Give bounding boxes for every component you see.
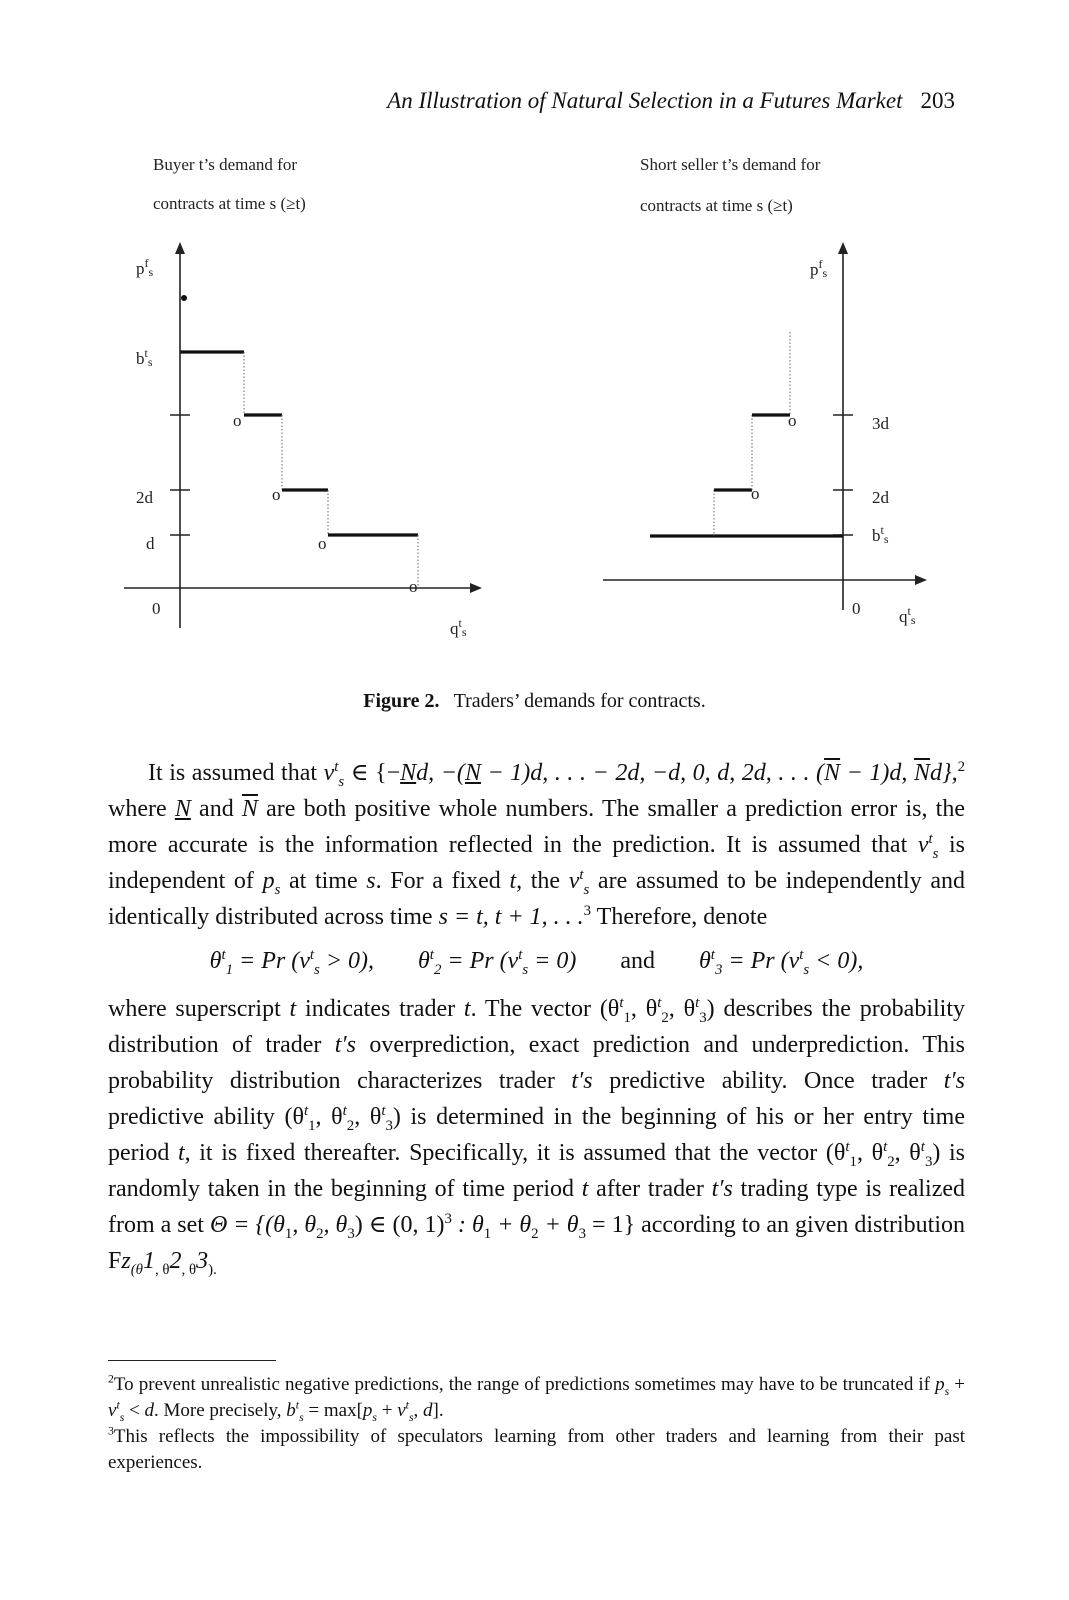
left-y-arrow: [175, 242, 185, 254]
page-number: 203: [920, 88, 955, 113]
footnote-3: $^3$This reflects the impossibility of speculators learning from other traders and learning from their past experiences.: [108, 1424, 965, 1473]
right-x-axis-label: $q^t_s$: [899, 604, 916, 627]
left-panel-title-line2: contracts at time s (≥t): [153, 194, 306, 213]
body-text: [108, 755, 965, 1279]
figure-caption: [0, 690, 1069, 713]
left-top-dot: [181, 295, 187, 301]
left-x-axis-label: $q^t_s$: [450, 616, 467, 639]
paragraph-2: where superscript t indicates trader t. The vector ($\theta^t_1$, $\theta^t_2$, $\theta^t_3$) describes the probability distribution of trader t′s overprediction, exact prediction and underprediction. This probability distribution characterizes trader t′s predictive ability. Once trader t′s predictive ability ($\theta^t_1$, $\theta^t_2$, $\theta^t_3$) is determined in the beginning of his or her entry time period t, it is fixed thereafter. Specifically, it is assumed that the vector ($\theta^t_1$, $\theta^t_2$, $\theta^t_3$) is randomly taken in the beginning of time period t after trader t′s trading type is realized from a set $\Theta = \{(\theta_1$, $\theta_2$, $\theta_3$) ∈ (0, 1)$^3$ : $\theta_1 + \theta_2 + \theta_3 = 1$} according to an given distribution $Fz_{(\theta}1_{, \theta}2_{, \theta}3_{).}$: [108, 995, 966, 1278]
running-head-title: An Illustration of Natural Selection in a Futures Market: [387, 88, 903, 113]
figure-2: [0, 0, 1069, 680]
left-b-label: $b^t_s$: [136, 346, 153, 369]
right-2d-label: 2d: [872, 488, 889, 507]
right-origin-label: 0: [852, 599, 861, 618]
equation-theta: $\theta^t_1 = Pr$ $(v^t_s > 0)$, $\theta^t_2 = Pr$ $(v^t_s = 0)$ and $\theta^t_3 = Pr$ $(v^t_s < 0)$,: [209, 947, 864, 978]
left-open-marker-3: o: [318, 534, 327, 553]
footnote-2: $^2$To prevent unrealistic negative predictions, the range of predictions sometimes may have to be truncated if $p_s + v^t_s < d$. More precisely, $b^t_s = \max[p_s + v^t_s$, d].: [108, 1372, 965, 1424]
right-3d-label: 3d: [872, 414, 889, 433]
footnotes: [108, 1372, 965, 1476]
paragraph-1: It is assumed that $v^t_s$ ∈ {−Nd, −(N − 1)d, . . . − 2d, −d, 0, d, 2d, . . . $(\overline{N} - 1)d$, $\overline{N}d\},^2$ where N and $\overline{N}$ are both positive whole numbers. The smaller a prediction error is, the more accurate is the information reflected in the prediction. It is assumed that $v^t_s$ is independent of $p_s$ at time s. For a fixed t, the $v^t_s$ are assumed to be independently and identically distributed across time s = t, t + 1, . . .$^3$ Therefore, denote: [108, 759, 966, 930]
left-open-marker-1: o: [233, 411, 242, 430]
right-open-marker-2: o: [788, 411, 797, 430]
left-open-marker-4: o: [409, 577, 418, 596]
caption-text: Traders’ demands for contracts.: [453, 690, 706, 712]
left-2d-label: 2d: [136, 488, 153, 507]
footnote-rule: [108, 1360, 276, 1361]
left-origin-label: 0: [152, 599, 161, 618]
right-y-axis-label: $p^f_s$: [810, 257, 828, 280]
right-y-arrow: [838, 242, 848, 254]
right-demand-chart: [603, 242, 927, 627]
caption-label: Figure 2.: [363, 690, 440, 712]
left-open-marker-2: o: [272, 485, 281, 504]
left-d-label: d: [146, 534, 155, 553]
left-demand-chart: [124, 242, 482, 639]
left-x-arrow: [470, 583, 482, 593]
right-b-label: $b^t_s$: [872, 523, 889, 546]
right-panel-title-line1: Short seller t’s demand for: [640, 155, 821, 174]
right-panel-title-line2: contracts at time s (≥t): [640, 196, 793, 215]
right-x-arrow: [915, 575, 927, 585]
right-open-marker-1: o: [751, 484, 760, 503]
left-y-axis-label: $p^f_s$: [136, 256, 154, 279]
left-panel-title-line1: Buyer t’s demand for: [153, 155, 297, 174]
